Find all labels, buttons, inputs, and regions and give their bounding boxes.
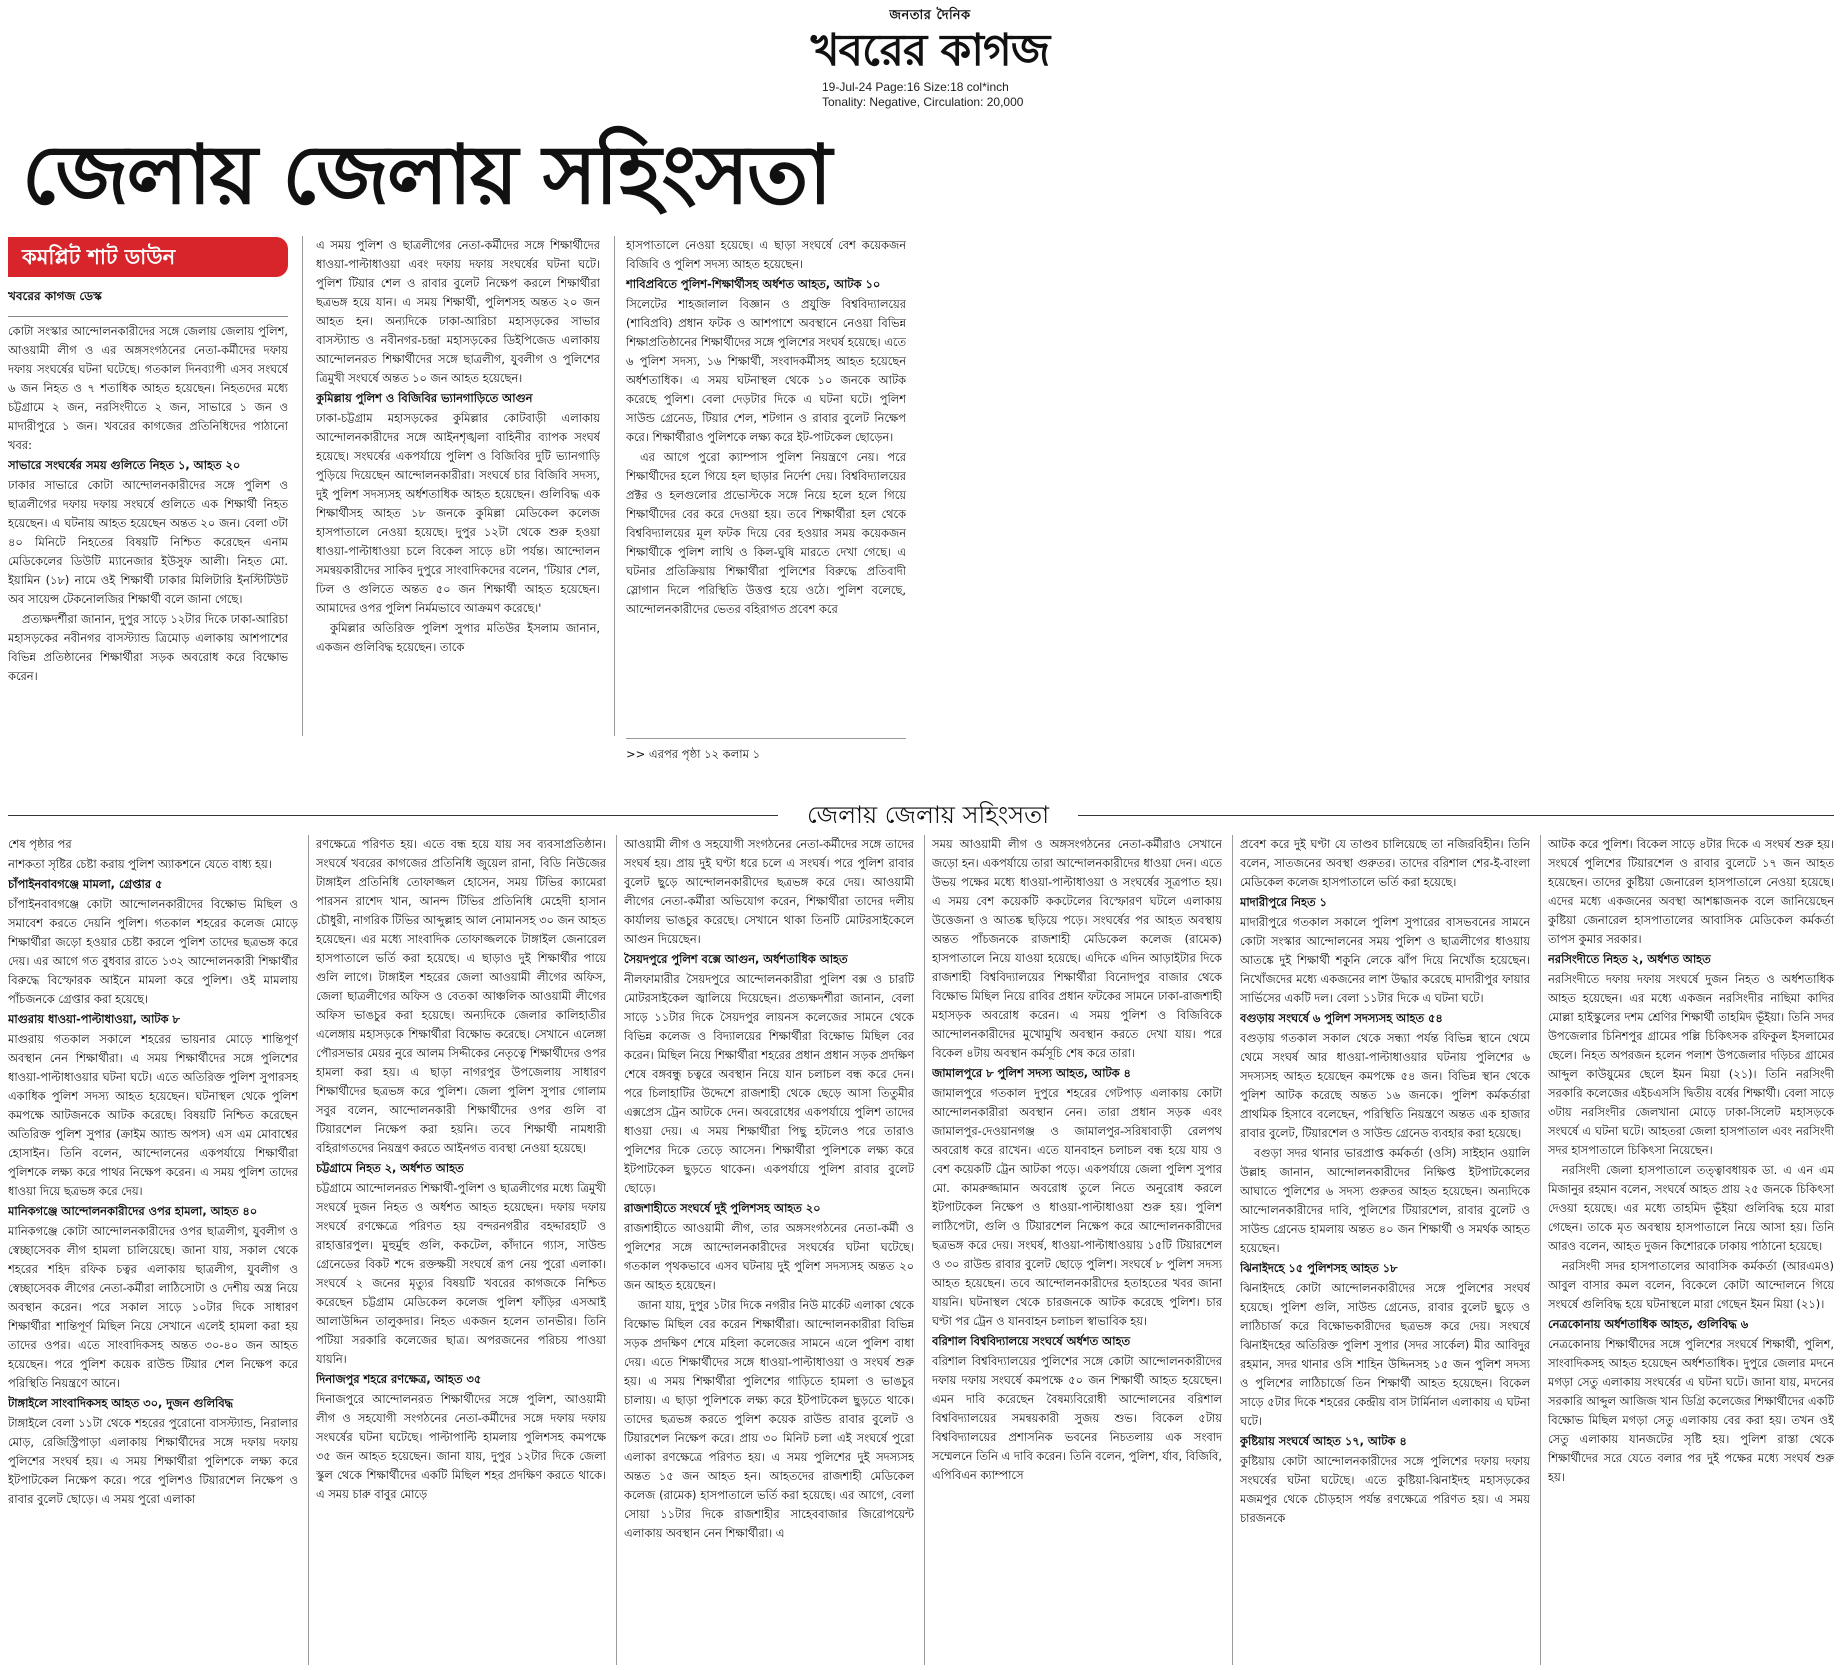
masthead-name: খবরের কাগজ — [810, 25, 1050, 76]
paragraph: হাসপাতালে নেওয়া হয়েছে। এ ছাড়া সংঘর্ষে বেশ কয়েকজন বিজিবি ও পুলিশ সদস্য আহত হয়েছেন। — [626, 238, 906, 271]
subheading: নরসিংদীতে নিহত ২, অর্ধশত আহত — [1548, 952, 1711, 966]
paragraph: নরসিংদীতে দফায় দফায় সংঘর্ষে দুজন নিহত ও অর্ধশতাধিক আহত হয়েছেন। এর মধ্যে একজন নরসিংদীর নাছিমা কাদির মোল্লা হাইস্কুলের দশম শ্রেণির শিক্ষার্থী তাহমিদ ভূঁইয়া। তিনি সদর উপজেলার চিনিশপুর গ্রামের পল্লি চিকিৎসক রফিকুল ইসলামের ছেলে। নিহত অপরজন হলেন পলাশ উপজেলার দড়িচর গ্রামের আব্দুল কাউয়ুমের ছেলে ইমন মিয়া (২১)। তিনি নরসিংদী সরকারি কলেজের এইচএসসি দ্বিতীয় বর্ষের শিক্ষার্থী। বেলা সাড়ে ৩টায় নরসিংদীর জেলখানা মোড়ে ঢাকা-সিলেট মহাসড়কে সংঘর্ষে এ ঘটনা ঘটে। আহতরা জেলা হাসপাতাল এবং নরসিংদী সদর হাসপাতালে চিকিৎসা নিয়েছেন। — [1548, 972, 1834, 1157]
paragraph: ঝিনাইদহে কোটা আন্দোলনকারীদের সঙ্গে পুলিশের সংঘর্ষ হয়েছে। পুলিশ গুলি, সাউন্ড গ্রেনেড, রাবার বুলেট ছুড়ে ও লাঠিচার্জ করে বিক্ষোভকারীদের ছত্রভঙ্গ করে দেয়। সংঘর্ষে ঝিনাইদহের অতিরিক্ত পুলিশ সুপার (সদর সার্কেল) মীর আবিদুর রহমান, সদর থানার ওসি শাহিন উদ্দিনসহ ১৫ জন পুলিশ সদস্য ও পুলিশের লাঠিচার্জে তিন শিক্ষার্থী আহত হয়েছেন। বিকেল সাড়ে ৫টার দিকে শহরের কেন্দ্রীয় বাস টার্মিনাল এলাকায় এ ঘটনা ঘটে। — [1240, 1281, 1530, 1428]
paragraph: কুমিল্লার অতিরিক্ত পুলিশ সুপার মতিউর ইসলাম জানান, একজন গুলিবিদ্ধ হয়েছেন। তাকে — [316, 621, 600, 654]
paragraph: নীলফামারীর সৈয়দপুরে আন্দোলনকারীরা পুলিশ বক্স ও চারটি মোটরসাইকেল জ্বালিয়ে দিয়েছেন। প্রত্যক্ষদর্শীরা জানান, বেলা সাড়ে ১১টার দিকে সৈয়দপুর লায়নস কলেজের সামনে থেকে বিভিন্ন কলেজ ও বিদ্যালয়ের শিক্ষার্থীরা বিক্ষোভ মিছিল বের করেন। মিছিল নিয়ে শিক্ষার্থীরা শহরের প্রধান প্রধান সড়ক প্রদক্ষিণ শেষে বঙ্গবন্ধু চত্বরে অবস্থান নিয়ে যান চলাচল বন্ধ করে দেন। পরে চিলাহাটির উদ্দেশে রাজশাহী থেকে ছেড়ে আসা তিতুমীর এক্সপ্রেস ট্রেন আটকে দেন। অবরোধের একপর্যায়ে পুলিশ তাদের ধাওয়া দেয়। এ সময় শিক্ষার্থীরা পিছু হটলেও পরে তারাও পুলিশের দিকে তেড়ে আসেন। শিক্ষার্থীরা পুলিশকে লক্ষ্য করে ইটপাটকেল ছুড়তে থাকেন। একপর্যায়ে পুলিশ রাবার বুলেট ছোড়ে। — [624, 972, 914, 1195]
paragraph: দিনাজপুরে আন্দোলনরত শিক্ষার্থীদের সঙ্গে পুলিশ, আওয়ামী লীগ ও সহযোগী সংগঠনের নেতা-কর্মীদের সঙ্গে দফায় দফায় সংঘর্ষের ঘটনা ঘটেছে। পাল্টাপাল্টি হামলায় পুলিশসহ কমপক্ষে ৩৫ জন আহত হয়েছেন। জানা যায়, দুপুর ১২টার দিকে জেলা স্কুল থেকে শিক্ষার্থীদের একটি মিছিল শহর প্রদক্ষিণ করতে থাকে। এ সময় চারু বাবুর মোড়ে — [316, 1392, 606, 1501]
column-rule — [1540, 835, 1541, 1665]
section-title: জেলায় জেলায় সহিংসতা — [806, 801, 1050, 829]
subheading: সাভারে সংঘর্ষের সময় গুলিতে নিহত ১, আহত ২০ — [8, 458, 241, 472]
subheading: মানিকগঞ্জে আন্দোলনকারীদের ওপর হামলা, আহত ৪০ — [8, 1204, 258, 1218]
paragraph: রণক্ষেত্রে পরিণত হয়। এতে বন্ধ হয়ে যায় সব ব্যবসাপ্রতিষ্ঠান। সংঘর্ষে খবরের কাগজের প্রতিনিধি জুয়েল রানা, বিডি নিউজের টাঙ্গাইল প্রতিনিধি তোফাজ্জল হোসেন, সময় টিভির ক্যামেরা পারসন রাশেদ খান, আনন্দ টিভির প্রতিনিধি মেহেদী হাসান চৌধুরী, নাগরিক টিভির আব্দুল্লাহ আল নোমানসহ ৩০ জন আহত হয়েছেন। এর মধ্যে সাংবাদিক তোফাজ্জলকে টাঙ্গাইল জেনারেল হাসপাতালে ভর্তি করা হয়েছে। এ ছাড়াও দুই শিক্ষার্থীর পায়ে গুলি লাগে। টাঙ্গাইল শহরের জেলা আওয়ামী লীগের অফিস, জেলা ছাত্রলীগের অফিস ও বেতকা আঞ্চলিক আওয়ামী লীগের অফিস ভাঙচুর করা হয়েছে। অন্যদিকে জেলার কালিহাতীর এলেঙ্গায় মহাসড়কে শিক্ষার্থীরা বিক্ষোভ করেছে। সেখানে এলেঙ্গা পৌরসভার মেয়র নুরে আলম সিদ্দীকের নেতৃত্বে শিক্ষার্থীদের ওপর হামলা করা হয়। এ ছাড়া নাগরপুর উপজেলায় সাধারণ শিক্ষার্থীদের ছত্রভঙ্গ করে পুলিশ। জেলা পুলিশ সুপার গোলাম সবুর বলেন, আন্দোলনকারী শিক্ষার্থীদের ওপর গুলি বা টিয়ারশেল নিক্ষেপ করা হয়নি। তবে শিক্ষার্থী নামধারী বহিরাগতদের নিয়ন্ত্রণ করতে আইনগত ব্যবস্থা নেওয়া হয়েছে। — [316, 837, 606, 1155]
paragraph: বগুড়ায় গতকাল সকাল থেকে সন্ধ্যা পর্যন্ত বিভিন্ন স্থানে থেমে থেমে সংঘর্ষ আর ধাওয়া-পাল্টাধাওয়ার ঘটনায় পুলিশের ৬ সদস্যসহ আহত হয়েছেন কমপক্ষে ৫৪ জন। বিভিন্ন স্থান থেকে পুলিশ আটক করেছে অন্তত ১৬ জনকে। পুলিশ কর্মকর্তারা প্রাথমিক হিসাবে বলেছেন, পরিস্থিতি নিয়ন্ত্রণে অন্তত এক হাজার রাবার বুলেট, টিয়ারশেল ও সাউন্ড গ্রেনেড ব্যবহার করা হয়েছে। — [1240, 1031, 1530, 1140]
paragraph: কোটা সংস্কার আন্দোলনকারীদের সঙ্গে জেলায় জেলায় পুলিশ, আওয়ামী লীগ ও এর অঙ্গসংগঠনের নেতা-কর্মীদের দফায় দফায় সংঘর্ষের ঘটনা ঘটেছে। গতকাল দিনব্যাপী এসব সংঘর্ষে ৬ জন নিহত ও ৭ শতাধিক আহত হয়েছেন। নিহতদের মধ্যে চট্টগ্রামে ২ জন, নরসিংদীতে ২ জন, সাভারে ১ জন ও মাদারীপুরে ১ জন। খবরের কাগজের প্রতিনিধিদের পাঠানো খবর: — [8, 324, 288, 452]
paragraph: চাঁপাইনবাবগঞ্জে কোটা আন্দোলনকারীদের বিক্ষোভ মিছিল ও সমাবেশ করতে দেয়নি পুলিশ। গতকাল শহরের কলেজ মোড়ে শিক্ষার্থীরা জড়ো হওয়ার চেষ্টা করলে পুলিশ তাদের ছত্রভঙ্গ করে দেয়। এর আগে গত বুধবার রাতে ১৩২ আন্দোলনকারী শিক্ষার্থীর বিরুদ্ধে বিস্ফোরক আইনে মামলা করে পুলিশ। ওই মামলায় পাঁচজনকে গ্রেপ্তার করা হয়েছে। — [8, 897, 298, 1006]
subheading: মাগুরায় ধাওয়া-পাল্টাধাওয়া, আটক ৮ — [8, 1012, 180, 1026]
column-rule — [308, 835, 309, 1665]
masthead-tagline: জনতার দৈনিক — [889, 8, 971, 23]
jump-rule — [626, 738, 906, 739]
clipping-meta-line-2: Tonality: Negative, Circulation: 20,000 — [822, 95, 1024, 109]
paragraph: এর আগে পুরো ক্যাম্পাস পুলিশ নিয়ন্ত্রণে নেয়। পরে শিক্ষার্থীদের হলে গিয়ে হল ছাড়ার নির্দেশ দেয়। বিশ্ববিদ্যালয়ের প্রক্টর ও হলগুলোর প্রভোস্টকে সঙ্গে নিয়ে হলে হলে গিয়ে শিক্ষার্থীদের বের করে দেওয়া হয়। তবে শিক্ষার্থীরা হল থেকে বিশ্ববিদ্যালয়ের মূল ফটক দিয়ে বের হওয়ার সময় কয়েকজন শিক্ষার্থীকে পুলিশ লাথি ও কিল-ঘুষি মারতে দেখা গেছে। এ ঘটনার প্রতিক্রিয়ায় শিক্ষার্থীরা পুলিশের বিরুদ্ধে প্রতিবাদী স্লোগান দিলে পরিস্থিতি উত্তপ্ত হয়ে ওঠে। পুলিশ বলেছে, আন্দোলনকারীদের ভেতর বহিরাগত প্রবেশ করে — [626, 450, 906, 616]
subheading: ঝিনাইদহে ১৫ পুলিশসহ আহত ১৮ — [1240, 1261, 1398, 1275]
subheading: চট্টগ্রামে নিহত ২, অর্ধশত আহত — [316, 1161, 464, 1175]
bottom-column-1 — [8, 835, 298, 1665]
paragraph: নেত্রকোনায় শিক্ষার্থীদের সঙ্গে পুলিশের সংঘর্ষে শিক্ষার্থী, পুলিশ, সাংবাদিকসহ আহত হয়েছেন অর্ধশতাধিক। দুপুরে জেলার মদনে মগড়া সেতু এলাকায় সংঘর্ষের এ ঘটনা ঘটে। জানা যায়, মদনের সরকারি আব্দুল আজিজ খান ডিগ্রি কলেজের শিক্ষার্থীদের একটি বিক্ষোভ মিছিল মগড়া সেতু এলাকায় বের করা হয়। তখন ওই সেতু এলাকায় যানজটের সৃষ্টি হয়। পুলিশ রাস্তা থেকে শিক্ষার্থীদের সরে যেতে বলার পর দুই পক্ষের মধ্যে সংঘর্ষ শুরু হয়। — [1548, 1337, 1834, 1484]
paragraph: নরসিংদী সদর হাসপাতালের আবাসিক কর্মকর্তা (আরএমও) আবুল বাসার কমল বলেন, বিকেলে কোটা আন্দোলনে গিয়ে সংঘর্ষে গুলিবিদ্ধ হয়ে ঘটনাস্থলে মারা গেছেন ইমন মিয়া (২১)। — [1548, 1259, 1834, 1311]
paragraph: মাদারীপুরে গতকাল সকালে পুলিশ সুপারের বাসভবনের সামনে কোটা সংস্কার আন্দোলনের সময় পুলিশ ও ছাত্রলীগের ধাওয়ায় আতঙ্কে দুই শিক্ষার্থী শকুনি লেকে ঝাঁপ দিয়ে নিখোঁজ হয়েছেন। নিখোঁজদের মধ্যে একজনের লাশ উদ্ধার করেছে মাদারীপুর ফায়ার সার্ভিসের একটি দল। বেলা ১১টার দিকে এ ঘটনা ঘটে। — [1240, 915, 1530, 1005]
clipping-meta-line-1: 19-Jul-24 Page:16 Size:18 col*inch — [822, 80, 1009, 94]
paragraph: মাগুরায় গতকাল সকালে শহরের ভায়নার মোড়ে শান্তিপূর্ণ অবস্থান নেন শিক্ষার্থীরা। এ সময় শিক্ষার্থীদের সঙ্গে পুলিশের ধাওয়া-পাল্টাধাওয়ার ঘটনা ঘটে। এতে অতিরিক্ত পুলিশ সুপারসহ একাধিক পুলিশ সদস্য আহত হয়েছেন। ঘটনাস্থল থেকে পুলিশ কমপক্ষে আটজনকে আটক করেছে। বিষয়টি নিশ্চিত করেছেন অতিরিক্ত পুলিশ সুপার (ক্রাইম অ্যান্ড অপস) এস এম মোবাশ্বের হোসাইন। তিনি বলেন, আন্দোলনের একপর্যায়ে শিক্ষার্থীরা পুলিশকে লক্ষ্য করে পাথর নিক্ষেপ করেন। এ সময় পুলিশ তাদের ধাওয়া দিয়ে ছত্রভঙ্গ করে দেয়। — [8, 1032, 298, 1198]
paragraph: প্রবেশ করে দুই ঘণ্টা যে তাণ্ডব চালিয়েছে তা নজিরবিহীন। তিনি বলেন, সাতজনের অবস্থা গুরুতর। তাদের বরিশাল শের-ই-বাংলা মেডিকেল কলেজ হাসপাতালে ভর্তি করা হয়েছে। — [1240, 837, 1530, 889]
top-column-1 — [8, 322, 288, 762]
subheading: বরিশাল বিশ্ববিদ্যালয়ে সংঘর্ষে অর্ধশত আহত — [932, 1334, 1130, 1348]
paragraph: সিলেটের শাহজালাল বিজ্ঞান ও প্রযুক্তি বিশ্ববিদ্যালয়ের (শাবিপ্রবি) প্রধান ফটক ও আশপাশে অবস্থানে নেওয়া বিভিন্ন শিক্ষাপ্রতিষ্ঠানের শিক্ষার্থীদের সঙ্গে পুলিশের সংঘর্ষ হয়েছে। এতে ৬ পুলিশ সদস্য, ১৬ শিক্ষার্থী, সংবাদকর্মীসহ আহত হয়েছেন অর্ধশতাধিক। এ সময় ঘটনাস্থল থেকে ১০ জনকে আটক করেছে পুলিশ। বেলা দেড়টার দিকে এ ঘটনা ঘটে। পুলিশ সাউন্ড গ্রেনেড, টিয়ার শেল, শটগান ও রাবার বুলেট নিক্ষেপ করে। শিক্ষার্থীরাও পুলিশকে লক্ষ্য করে ইট-পাটকেল ছোড়েন। — [626, 297, 906, 444]
subheading: টাঙ্গাইলে সাংবাদিকসহ আহত ৩০, দুজন গুলিবিদ্ধ — [8, 1396, 234, 1410]
subheading: রাজশাহীতে সংঘর্ষে দুই পুলিশসহ আহত ২০ — [624, 1201, 821, 1215]
paragraph: নরসিংদী জেলা হাসপাতালে তত্ত্বাবধায়ক ডা. এ এন এম মিজানুর রহমান বলেন, সংঘর্ষে আহত প্রায় ২৫ জনকে চিকিৎসা দেওয়া হয়েছে। এর মধ্যে তাহমিদ ভূঁইয়া গুলিবিদ্ধ হয়ে মারা গেছেন। তাকে মৃত অবস্থায় হাসপাতালে নিয়ে আসা হয়। তিনি আরও বলেন, আহত দুজন কিশোরকে ঢাকায় পাঠানো হয়েছে। — [1548, 1163, 1834, 1253]
paragraph: বরিশাল বিশ্ববিদ্যালয়ের পুলিশের সঙ্গে কোটা আন্দোলনকারীদের দফায় দফায় সংঘর্ষে কমপক্ষে ৫০ জন শিক্ষার্থী আহত হয়েছেন। এমন দাবি করেছেন বৈষম্যবিরোধী আন্দোলনের বরিশাল বিশ্ববিদ্যালয়ের সমন্বয়কারী সুজয় শুভ। বিকেল ৫টায় বিশ্ববিদ্যালয়ের প্রশাসনিক ভবনের নিচতলায় এক সংবাদ সম্মেলনে তিনি এ দাবি করেন। তিনি বলেন, পুলিশ, র্যাব, বিজিবি, এপিবিএন ক্যাম্পাসে — [932, 1354, 1222, 1482]
paragraph: মানিকগঞ্জে কোটা আন্দোলনকারীদের ওপর ছাত্রলীগ, যুবলীগ ও স্বেচ্ছাসেবক লীগ হামলা চালিয়েছে। জানা যায়, সকাল থেকে শহরের শহিদ রফিক চত্বর এলাকায় ছাত্রলীগ, যুবলীগ ও স্বেচ্ছাসেবক লীগের নেতা-কর্মীরা লাঠিসোটা ও দেশীয় অস্ত্র নিয়ে অবস্থান করেন। পরে সকাল সাড়ে ১০টার দিকে সাধারণ শিক্ষার্থীরা শান্তিপূর্ণ মিছিল নিয়ে সেখানে এলেই হামলা করা হয় তাদের ওপর। এতে সাংবাদিকসহ অন্তত ৩০-৪০ জন আহত হয়েছেন। পরে পুলিশ কয়েক রাউন্ড টিয়ার শেল নিক্ষেপ করে পরিস্থিতি নিয়ন্ত্রণে আনে। — [8, 1224, 298, 1390]
subheading: চাঁপাইনবাবগঞ্জে মামলা, গ্রেপ্তার ৫ — [8, 877, 163, 891]
divider-line-left — [8, 815, 778, 816]
paragraph: আটক করে পুলিশ। বিকেল সাড়ে ৪টার দিকে এ সংঘর্ষ শুরু হয়। সংঘর্ষে পুলিশের টিয়ারশেল ও রাবার বুলেটে ১৭ জন আহত হয়েছেন। তাদের কুষ্টিয়া জেনারেল হাসপাতালে নেওয়া হয়েছে। এদের মধ্যে একজনের অবস্থা আশঙ্কাজনক বলে জানিয়েছেন কুষ্টিয়া জেনারেল হাসপাতালের আবাসিক মেডিকেল কর্মকর্তা তাপস কুমার সরকার। — [1548, 837, 1834, 946]
subheading: সৈয়দপুরে পুলিশ বক্সে আগুন, অর্ধশতাধিক আহত — [624, 952, 848, 966]
paragraph: নাশকতা সৃষ্টির চেষ্টা করায় পুলিশ অ্যাকশনে যেতে বাধ্য হয়। — [8, 857, 272, 871]
column-rule — [616, 835, 617, 1665]
bottom-column-6 — [1548, 835, 1834, 1665]
main-headline: জেলায় জেলায় সহিংসতা — [22, 128, 831, 223]
column-rule — [614, 236, 615, 736]
top-column-3 — [626, 236, 906, 736]
paragraph: সময় আওয়ামী লীগ ও অঙ্গসংগঠনের নেতা-কর্মীরাও সেখানে জড়ো হন। একপর্যায়ে তারা আন্দোলনকারীদের ধাওয়া দেন। এতে উভয় পক্ষের মধ্যে ধাওয়া-পাল্টাধাওয়া ও সংঘর্ষের সূত্রপাত হয়। এ সময় বেশ কয়েকটি ককটেলের বিস্ফোরণ ঘটলে এলাকায় উত্তেজনা ও আতঙ্ক ছড়িয়ে পড়ে। সংঘর্ষের পর আহত অবস্থায় অন্তত পাঁচজনকে রাজশাহী মেডিকেল কলেজ (রামেক) হাসপাতালে নিয়ে যাওয়া হয়েছে। এদিকে এদিন আড়াইটার দিকে রাজশাহী বিশ্ববিদ্যালয়ের শিক্ষার্থীরা বিনোদপুর বাজার থেকে বিক্ষোভ মিছিল নিয়ে রাবির প্রধান ফটকের সামনে ঢাকা-রাজশাহী মহাসড়ক অবরোধ করেন। এ সময় পুলিশ ও বিজিবিকে আন্দোলনকারীদের মুখোমুখি অবস্থান করতে দেখা যায়। পরে বিকেল ৪টায় অবস্থান কর্মসূচি শেষ করে তারা। — [932, 837, 1222, 1060]
subheading: বগুড়ায় সংঘর্ষে ৬ পুলিশ সদস্যসহ আহত ৫৪ — [1240, 1011, 1443, 1025]
paragraph: বগুড়া সদর থানার ভারপ্রাপ্ত কর্মকর্তা (ওসি) সাইহান ওয়ালি উল্লাহ জানান, আন্দোলনকারীদের নিক্ষিপ্ত ইটপাটকেলের আঘাতে পুলিশের ৬ সদস্য গুরুতর আহত হয়েছেন। অন্যদিকে আন্দোলনকারীদের দাবি, পুলিশের টিয়ারশেল, রাবার বুলেট ও সাউন্ড গ্রেনেড হামলায় অন্তত ৪০ জন শিক্ষার্থী ও সমর্থক আহত হয়েছেন। — [1240, 1146, 1530, 1255]
paragraph: জামালপুরে গতকাল দুপুরে শহরের গেটপাড় এলাকায় কোটা আন্দোলনকারীরা অবস্থান নেন। তারা প্রধান সড়ক এবং জামালপুর-দেওয়ানগঞ্জ ও জামালপুর-সরিষাবাড়ী রেলপথ অবরোধ করে রাখেন। এতে যানবাহন চলাচল বন্ধ হয়ে যায় ও বেশ কয়েকটি ট্রেন আটকা পড়ে। একপর্যায়ে জেলা পুলিশ সুপার মো. কামরুজ্জামান অবরোধ তুলে নিতে অনুরোধ করলে ইটপাটকেল নিক্ষেপ ও ধাওয়া-পাল্টাধাওয়া শুরু হয়। পুলিশ লাঠিপেটা, গুলি ও টিয়ারশেল নিক্ষেপ করে আন্দোলনকারীদের ছত্রভঙ্গ করে দেয়। সংঘর্ষ, ধাওয়া-পাল্টাধাওয়ায় ১৫টি টিয়ারশেল ও ৩০ রাউন্ড রাবার বুলেট ছোড়ে পুলিশ। সংঘর্ষে ৮ পুলিশ সদস্য আহত হয়েছেন। তবে আন্দোলনকারীদের হতাহতের খবর জানা যায়নি। ঘটনাস্থল থেকে চারজনকে আটক করেছে পুলিশ। চার ঘণ্টা পর ট্রেন ও যানবাহন চলাচল স্বাভাবিক হয়। — [932, 1086, 1222, 1328]
divider-line-right — [1078, 815, 1834, 816]
bottom-column-2 — [316, 835, 606, 1665]
paragraph: জানা যায়, দুপুর ১টার দিকে নগরীর নিউ মার্কেট এলাকা থেকে বিক্ষোভ মিছিল বের করেন শিক্ষার্থীরা। আন্দোলনকারীরা বিভিন্ন সড়ক প্রদক্ষিণ শেষে মহিলা কলেজের সামনে এলে পুলিশ বাধা দেয়। এতে শিক্ষার্থীদের সঙ্গে ধাওয়া-পাল্টাধাওয়া ও সংঘর্ষ শুরু হয়। এ সময় শিক্ষার্থীরা পুলিশের গাড়িতে হামলা ও ভাঙচুর চালায়। এ ছাড়া পুলিশকে লক্ষ্য করে ইটপাটকেল ছুড়তে থাকে। তাদের ছত্রভঙ্গ করতে পুলিশ কয়েক রাউন্ড রাবার বুলেট ও টিয়ারশেল নিক্ষেপ করে। প্রায় ৩০ মিনিট চলা এই সংঘর্ষে পুরো এলাকা রণক্ষেত্রে পরিণত হয়। এ সময় পুলিশের দুই সদস্যসহ অন্তত ১৫ জন আহত হন। আহতদের রাজশাহী মেডিকেল কলেজ (রামেক) হাসপাতালে ভর্তি করা হয়েছে। এর আগে, বেলা সোয়া ১১টার দিকে রাজশাহীর সাহেববাজার জিরোপয়েন্ট এলাকায় অবস্থান নেন শিক্ষার্থীরা। এ — [624, 1298, 914, 1540]
paragraph: কুষ্টিয়ায় কোটা আন্দোলনকারীদের সঙ্গে পুলিশের দফায় দফায় সংঘর্ষের ঘটনা ঘটেছে। এতে কুষ্টিয়া-ঝিনাইদহ মহাসড়কের মজমপুর থেকে চৌড়হাস পর্যন্ত রণক্ষেত্রে পরিণত হয়। এ সময় চারজনকে — [1240, 1454, 1530, 1525]
paragraph: চট্টগ্রামে আন্দোলনরত শিক্ষার্থী-পুলিশ ও ছাত্রলীগের মধ্যে ত্রিমুখী সংঘর্ষে দুজন নিহত ও অর্ধশত আহত হয়েছেন। দফায় দফায় সংঘর্ষে রণক্ষেত্রে পরিণত হয় বন্দরনগরীর বহদ্দারহাট ও রাহাত্তারপুল। মুহুর্মুহু গুলি, ককটেল, কাঁদানে গ্যাস, সাউন্ড গ্রেনেডের বিকট শব্দে রক্তক্ষয়ী সংঘর্ষে রূপ নেয় পুরো এলাকা। সংঘর্ষে ২ জনের মৃত্যুর বিষয়টি খবরের কাগজকে নিশ্চিত করেছেন চট্টগ্রাম মেডিকেল কলেজ পুলিশ ফাঁড়ির এসআই আলাউদ্দিন তালুকদার। নিহত একজন হলেন তানভীর। তিনি পটিয়া সরকারি কলেজের ছাত্র। অপরজনের পরিচয় পাওয়া যায়নি। — [316, 1181, 606, 1366]
paragraph: ঢাকা-চট্টগ্রাম মহাসড়কের কুমিল্লার কোটবাড়ী এলাকায় আন্দোলনকারীদের সঙ্গে আইনশৃঙ্খলা বাহিনীর ব্যাপক সংঘর্ষ হয়েছে। সংঘর্ষের একপর্যায়ে পুলিশ ও বিজিবির দুটি ভ্যানগাড়ি পুড়িয়ে দিয়েছেন আন্দোলনকারীরা। সংঘর্ষে চার বিজিবি সদস্য, দুই পুলিশ সদস্যসহ অর্ধশতাধিক আহত হয়েছেন। গুলিবিদ্ধ এক শিক্ষার্থীসহ আহত ১৮ জনকে কুমিল্লা মেডিকেল কলেজ হাসপাতালে নেওয়া হয়েছে। দুপুর ১২টা থেকে শুরু হওয়া ধাওয়া-পাল্টাধাওয়া চলে বিকেল সাড়ে ৪টা পর্যন্ত। আন্দোলন সমন্বয়কারীদের সাকিব দুপুরে সাংবাদিকদের বলেন, 'টিয়ার শেল, ঢিল ও গুলিতে অন্তত ৫০ জন শিক্ষার্থী আহত হয়েছেন। আমাদের ওপর পুলিশ নির্মমভাবে আক্রমণ করেছে।' — [316, 411, 600, 615]
byline-rule — [8, 316, 288, 317]
bottom-column-5 — [1240, 835, 1530, 1665]
paragraph: শেষ পৃষ্ঠার পর — [8, 837, 72, 851]
paragraph: ঢাকার সাভারে কোটা আন্দোলনকারীদের সঙ্গে পুলিশ ও ছাত্রলীগের দফায় দফায় সংঘর্ষে গুলিতে এক শিক্ষার্থী নিহত হয়েছেন। এ ঘটনায় আহত হয়েছেন অন্তত ২০ জন। বেলা ৩টা ৪০ মিনিটে নিহতের বিষয়টি নিশ্চিত করেছেন এনাম মেডিকেলের ডিউটি ম্যানেজার ইউসুফ আলী। নিহত মো. ইয়ামিন (১৮) নামে ওই শিক্ষার্থী ঢাকার মিলিটারি ইনস্টিটিউট অব সায়েন্স টেকনোলজির শিক্ষার্থী বলে জানা গেছে। — [8, 478, 288, 606]
column-rule — [924, 835, 925, 1665]
top-column-2 — [316, 236, 600, 736]
subheading: নেত্রকোনায় অর্ধশতাধিক আহত, গুলিবিদ্ধ ৬ — [1548, 1317, 1749, 1331]
subheading: মাদারীপুরে নিহত ১ — [1240, 895, 1327, 909]
subheading: শাবিপ্রবিতে পুলিশ-শিক্ষার্থীসহ অর্ধশত আহত, আটক ১০ — [626, 277, 881, 291]
bottom-column-3 — [624, 835, 914, 1665]
subheading: কুষ্টিয়ায় সংঘর্ষে আহত ১৭, আটক ৪ — [1240, 1434, 1407, 1448]
paragraph: রাজশাহীতে আওয়ামী লীগ, তার অঙ্গসংগঠনের নেতা-কর্মী ও পুলিশের সঙ্গে আন্দোলনকারীদের সংঘর্ষের ঘটনা ঘটেছে। গতকাল পৃথকভাবে এসব ঘটনায় দুই পুলিশ সদস্যসহ অন্তত ২০ জন আহত হয়েছেন। — [624, 1221, 914, 1292]
clipping-meta — [822, 80, 1023, 110]
paragraph: প্রত্যক্ষদর্শীরা জানান, দুপুর সাড়ে ১২টার দিকে ঢাকা-আরিচা মহাসড়কের নবীনগর বাসস্ট্যান্ড ত্রিমোড় এলাকায় আশপাশের বিভিন্ন প্রতিষ্ঠানের শিক্ষার্থীরা সড়ক অবরোধ করে বিক্ষোভ করেন। — [8, 612, 288, 683]
paragraph: টাঙ্গাইলে বেলা ১১টা থেকে শহরের পুরোনো বাসস্ট্যান্ড, নিরালার মোড়, রেজিস্ট্রিপাড়া এলাকায় শিক্ষার্থীদের সঙ্গে দফায় দফায় পুলিশের সংঘর্ষ হয়। এ সময় শিক্ষার্থীরা পুলিশকে লক্ষ্য করে ইটপাটকেল নিক্ষেপ করে। পরে পুলিশও টিয়ারশেল নিক্ষেপ ও রাবার বুলেট ছোড়ে। এ সময় পুরো এলাকা — [8, 1416, 298, 1506]
subheading: জামালপুরে ৮ পুলিশ সদস্য আহত, আটক ৪ — [932, 1066, 1131, 1080]
column-rule — [302, 236, 303, 736]
continuation-jump-line: >> এরপর পৃষ্ঠা ১২ কলাম ১ — [626, 747, 761, 761]
section-divider — [8, 800, 1834, 830]
subheading: দিনাজপুর শহরে রণক্ষেত্র, আহত ৩৫ — [316, 1372, 482, 1386]
paragraph: আওয়ামী লীগ ও সহযোগী সংগঠনের নেতা-কর্মীদের সঙ্গে তাদের সংঘর্ষ হয়। প্রায় দুই ঘণ্টা ধরে চলে এ সংঘর্ষ। পরে পুলিশ রাবার বুলেট ছুড়ে আন্দোলনকারীদের ছত্রভঙ্গ করে দেয়। আওয়ামী লীগের নেতা-কর্মীরা অভিযোগ করেন, শিক্ষার্থীরা তাদের দলীয় কার্যালয় ভাঙচুর করেছে। সেখানে থাকা তিনটি মোটরসাইকেলে আগুন দিয়েছেন। — [624, 837, 914, 946]
masthead — [790, 6, 1070, 75]
column-rule — [1232, 835, 1233, 1665]
paragraph: এ সময় পুলিশ ও ছাত্রলীগের নেতা-কর্মীদের সঙ্গে শিক্ষার্থীদের ধাওয়া-পাল্টাধাওয়া এবং দফায় দফায় সংঘর্ষের ঘটনা ঘটে। পুলিশ টিয়ার শেল ও রাবার বুলেট নিক্ষেপ করলে শিক্ষার্থীরা ছত্রভঙ্গ হয়ে যান। এ সময় শিক্ষার্থী, পুলিশসহ অন্তত ২০ জন আহত হন। অন্যদিকে ঢাকা-আরিচা মহাসড়কের সাভার বাসস্ট্যান্ড ও নবীনগর-চন্দ্রা মহাসড়কের ডিইপিজেড এলাকায় আন্দোলনরত শিক্ষার্থীদের সঙ্গে ছাত্রলীগ, যুবলীগ ও পুলিশের ত্রিমুখী সংঘর্ষে অন্তত ১০ জন আহত হয়েছেন। — [316, 238, 600, 385]
kicker-label: কমপ্লিট শাট ডাউন — [8, 237, 288, 277]
subheading: কুমিল্লায় পুলিশ ও বিজিবির ভ্যানগাড়িতে আগুন — [316, 391, 533, 405]
byline: খবরের কাগজ ডেস্ক — [8, 289, 102, 303]
bottom-column-4 — [932, 835, 1222, 1665]
